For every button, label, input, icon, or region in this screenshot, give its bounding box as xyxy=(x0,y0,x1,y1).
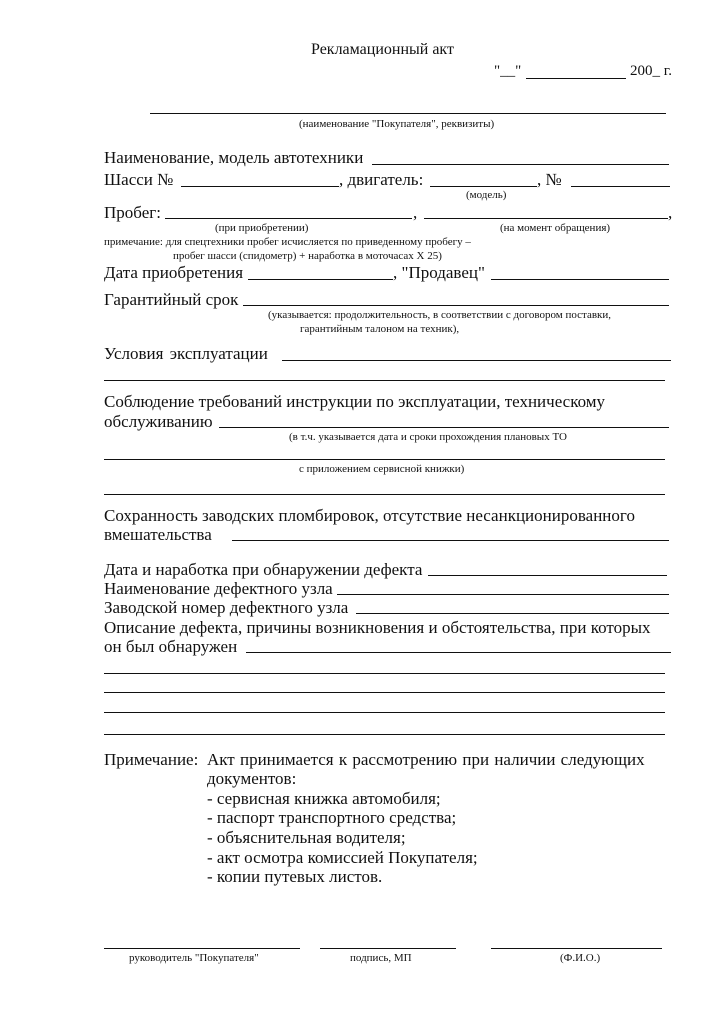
name-caption: (Ф.И.О.) xyxy=(560,952,601,964)
date-day: "__" xyxy=(494,63,522,79)
compliance-text-line2: обслуживанию xyxy=(104,412,213,431)
defect-description-line-2 xyxy=(104,673,665,674)
buyer-name-line xyxy=(150,113,666,114)
vehicle-name-label: Наименование, модель автотехники xyxy=(104,148,364,167)
mileage-note-line1: примечание: для спецтехники пробег исчисляется по приведенному пробегу – xyxy=(104,236,471,248)
at-purchase-caption: (при приобретении) xyxy=(215,222,309,234)
mileage-separator: , xyxy=(413,203,418,222)
conditions-line-1 xyxy=(282,360,671,361)
mileage-note-line2: пробег шасси (спидометр) + наработка в моточасах Х 25) xyxy=(173,250,442,262)
note-item: - акт осмотра комиссией Покупателя; xyxy=(207,848,478,867)
engine-number-label: , № xyxy=(537,170,562,189)
defect-description-line-5 xyxy=(104,734,665,735)
model-caption: (модель) xyxy=(466,189,507,201)
document-title: Рекламационный акт xyxy=(311,41,454,58)
compliance-line-2 xyxy=(104,459,665,460)
mileage-request-line xyxy=(424,218,668,219)
at-request-caption: (на момент обращения) xyxy=(500,222,611,234)
compliance-caption-2: с приложением сервисной книжки) xyxy=(299,463,465,475)
buyer-caption: (наименование "Покупателя", реквизиты) xyxy=(299,118,495,130)
note-label: Примечание: xyxy=(104,750,199,769)
head-signature-line xyxy=(104,948,300,949)
note-item: - паспорт транспортного средства; xyxy=(207,808,457,827)
warranty-caption-line1: (указывается: продолжительность, в соответствии с договором поставки, xyxy=(268,309,611,321)
defect-description-line2: он был обнаружен xyxy=(104,637,238,656)
seals-line xyxy=(232,540,669,541)
purchase-date-line xyxy=(248,279,393,280)
note-text-line2: документов: xyxy=(207,769,297,788)
defect-date-label: Дата и наработка при обнаружении дефекта xyxy=(104,560,423,579)
mileage-label: Пробег: xyxy=(104,203,161,222)
defect-serial-label: Заводской номер дефектного узла xyxy=(104,598,349,617)
mileage-purchase-line xyxy=(165,218,412,219)
date-month-blank xyxy=(526,78,626,79)
defect-date-line xyxy=(428,575,667,576)
compliance-line-3 xyxy=(104,494,665,495)
defect-unit-label: Наименование дефектного узла xyxy=(104,579,333,598)
mileage-end-comma: , xyxy=(668,203,673,222)
compliance-line-1 xyxy=(219,427,669,428)
seller-line xyxy=(491,279,669,280)
note-item: - объяснительная водителя; xyxy=(207,828,406,847)
seller-label: , "Продавец" xyxy=(393,263,485,282)
compliance-text-line1: Соблюдение требований инструкции по эксплуатации, техническому xyxy=(104,392,606,411)
note-text-line1: Акт принимается к рассмотрению при наличии следующих xyxy=(207,750,645,769)
conditions-label: Условия эксплуатации xyxy=(104,344,268,363)
warranty-caption-line2: гарантийным талоном на техник), xyxy=(300,323,460,335)
vehicle-name-line xyxy=(372,164,669,165)
defect-description-line-1 xyxy=(246,652,671,653)
head-caption: руководитель "Покупателя" xyxy=(129,952,259,964)
note-item: - сервисная книжка автомобиля; xyxy=(207,789,441,808)
engine-number-line xyxy=(571,186,670,187)
engine-model-line xyxy=(430,186,537,187)
defect-serial-line xyxy=(356,613,669,614)
chassis-line xyxy=(181,186,339,187)
chassis-label: Шасси № xyxy=(104,170,174,189)
conditions-line-2 xyxy=(104,380,665,381)
defect-unit-line xyxy=(337,594,669,595)
defect-description-line-3 xyxy=(104,692,665,693)
date-year: 200_ г. xyxy=(630,63,672,79)
purchase-date-label: Дата приобретения xyxy=(104,263,244,282)
warranty-line xyxy=(243,305,669,306)
compliance-caption-1: (в т.ч. указывается дата и сроки прохождения плановых ТО xyxy=(289,431,567,443)
defect-description-line1: Описание дефекта, причины возникновения и обстоятельства, при которых xyxy=(104,618,651,637)
sign-line xyxy=(320,948,456,949)
engine-label: , двигатель: xyxy=(339,170,424,189)
warranty-label: Гарантийный срок xyxy=(104,290,239,309)
seals-text-line2: вмешательства xyxy=(104,525,212,544)
sign-caption: подпись, МП xyxy=(350,952,412,964)
note-item: - копии путевых листов. xyxy=(207,867,383,886)
seals-text-line1: Сохранность заводских пломбировок, отсутствие несанкционированного xyxy=(104,506,635,525)
name-line xyxy=(491,948,662,949)
defect-description-line-4 xyxy=(104,712,665,713)
